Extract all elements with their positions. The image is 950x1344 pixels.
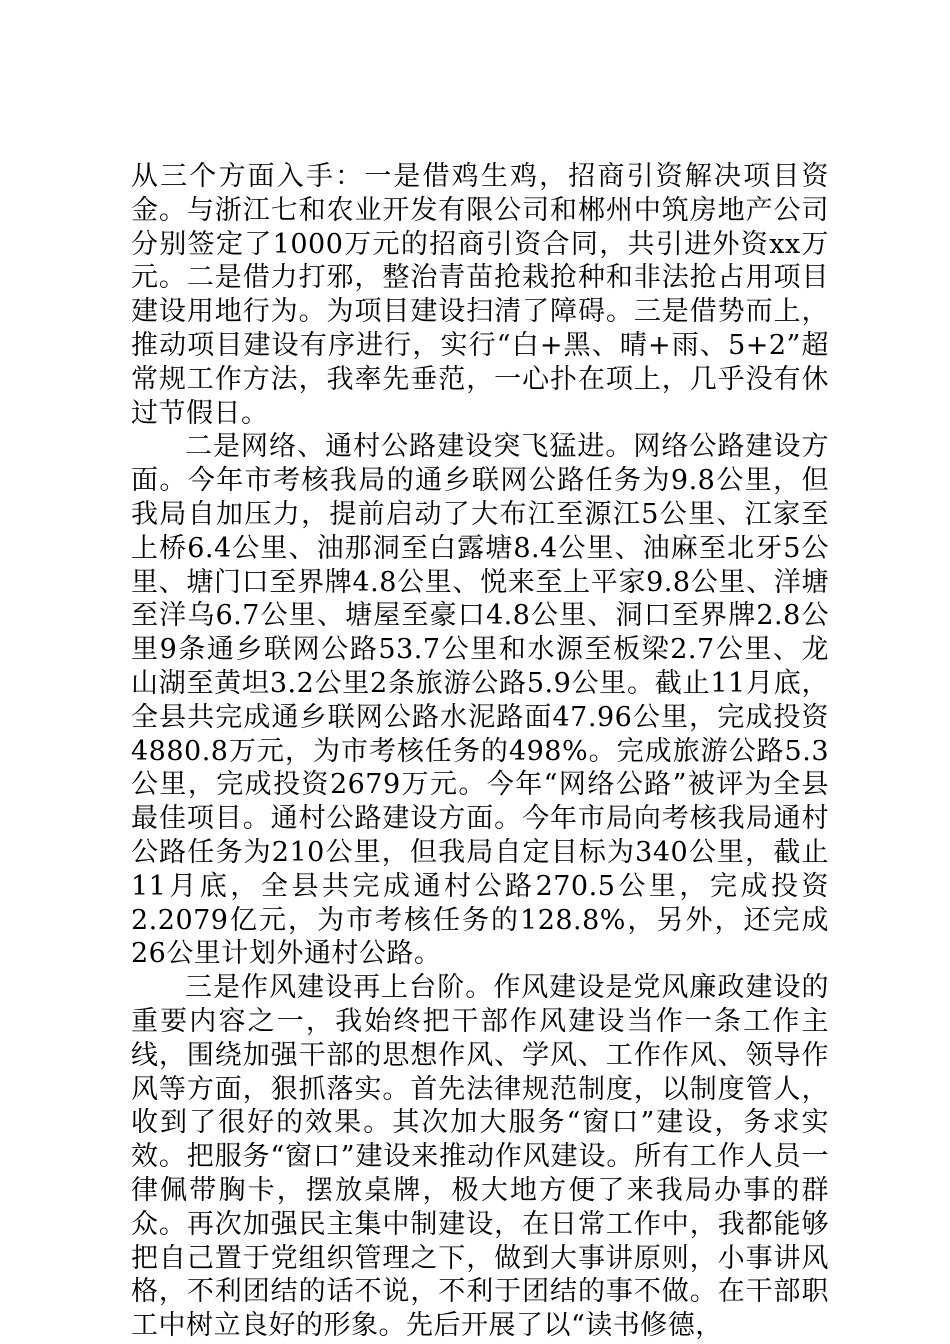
paragraph-continued: 从三个方面入手：一是借鸡生鸡，招商引资解决项目资金。与浙江七和农业开发有限公司和郴州中筑房地产公司分别签定了1000万元的招商引资合同，共引进外资xx万元。二是借力打邪，整治青苗抢栽抢种和非法抢占用项目建设用地行为。为项目建设扫清了障碍。三是借势而上，推动项目建设有序进行，实行“白+黑、晴+雨、5+2”超常规工作方法，我率先垂范，一心扑在项上，几乎没有休过节假日。 <box>131 161 829 429</box>
paragraph-road-construction: 二是网络、通村公路建设突飞猛进。网络公路建设方面。今年市考核我局的通乡联网公路任务为9.8公里，但我局自加压力，提前启动了大布江至源江5公里、江家至上桥6.4公里、油那洞至白露塘8.4公里、油麻至北牙5公里、塘门口至界牌4.8公里、悦来至上平家9.8公里、洋塘至洋乌6.7公里、塘屋至豪口4.8公里、洞口至界牌2.8公里9条通乡联网公路53.7公里和水源至板梁2.7公里、龙山湖至黄坦3.2公里2条旅游公路5.9公里。截止11月底，全县共完成通乡联网公路水泥路面47.96公里，完成投资4880.8万元，为市考核任务的498%。完成旅游公路5.3公里，完成投资2679万元。今年“网络公路”被评为全县最佳项目。通村公路建设方面。今年市局向考核我局通村公路任务为210公里，但我局自定目标为340公里，截止11月底，全县共完成通村公路270.5公里，完成投资2.2079亿元，为市考核任务的128.8%，另外，还完成26公里计划外通村公路。 <box>131 431 829 970</box>
paragraph-work-style: 三是作风建设再上台阶。作风建设是党风廉政建设的重要内容之一，我始终把干部作风建设当作一条工作主线，围绕加强干部的思想作风、学风、工作作风、领导作风等方面，狠抓落实。首先法律规范制度，以制度管人，收到了很好的效果。其次加大服务“窗口”建设，务求实效。把服务“窗口”建设来推动作风建设。所有工作人员一律佩带胸卡，摆放桌牌，极大地方便了来我局办事的群众。再次加强民主集中制建设，在日常工作中，我都能够把自己置于党组织管理之下，做到大事讲原则，小事讲风格，不利团结的话不说，不利于团结的事不做。在干部职工中树立良好的形象。先后开展了以“读书修德， <box>131 972 829 1342</box>
document-body <box>131 160 829 1343</box>
